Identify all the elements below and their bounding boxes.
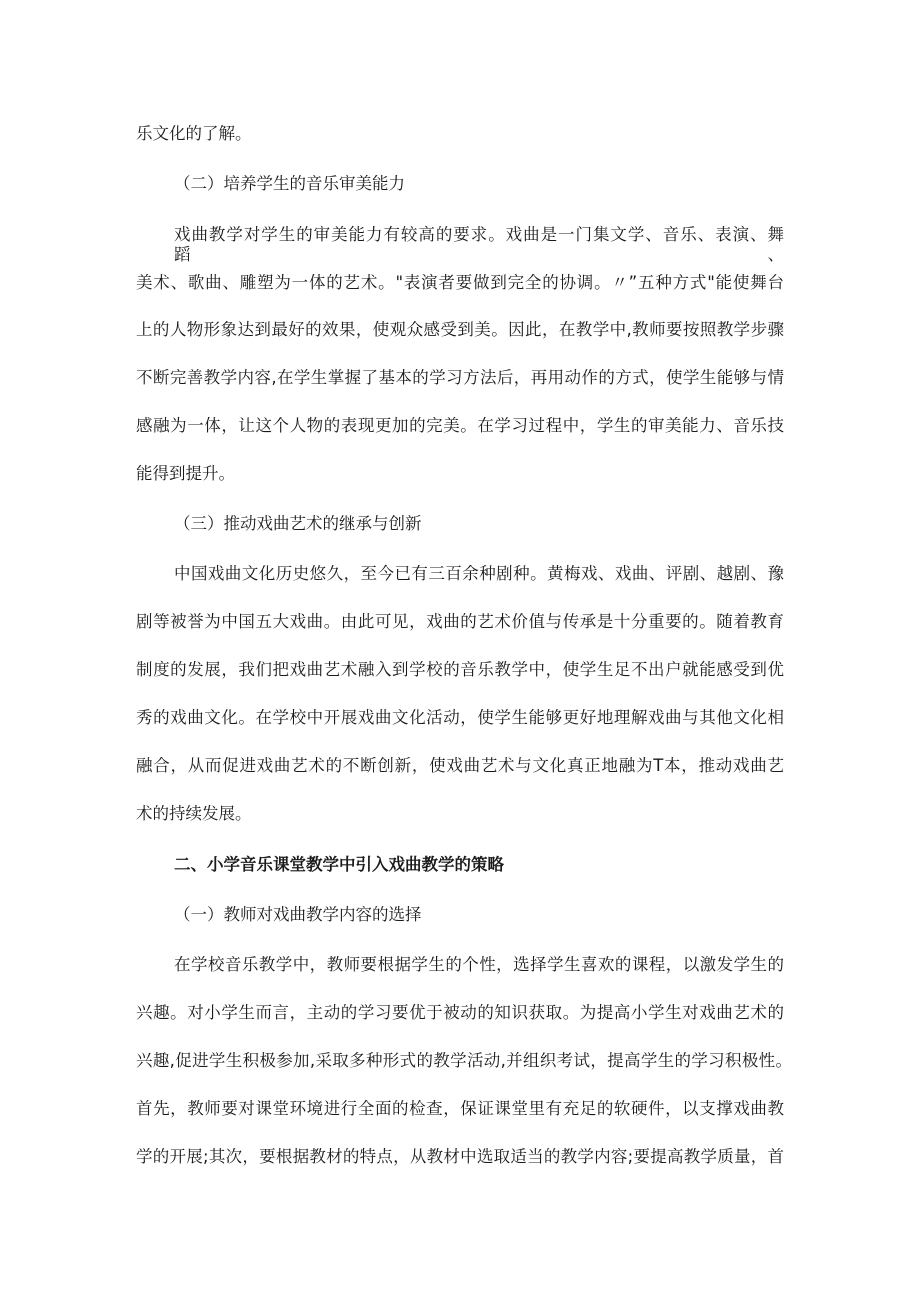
paragraph-line: 乐文化的了解。: [136, 124, 252, 143]
paragraph-line: 学的开展;其次，要根据教材的特点，从教材中选取适当的教学内容;要提高教学质量，首: [136, 1147, 784, 1166]
paragraph-line: 不断完善教学内容,在学生掌握了基本的学习方法后，再用动作的方式，使学生能够与情: [136, 368, 784, 387]
paragraph-line: 首先，教师要对课堂环境进行全面的检查，保证课堂里有充足的软硬件，以支撑戏曲教: [136, 1099, 784, 1118]
paragraph-line: 融合，从而促进戏曲艺术的不断创新，使戏曲艺术与文化真正地融为T本，推动戏曲艺: [136, 756, 784, 775]
paragraph-line: 兴趣。对小学生而言，主动的学习要优于被动的知识获取。为提高小学生对戏曲艺术的: [136, 1003, 784, 1022]
section-heading: （一）教师对戏曲教学内容的选择: [174, 905, 422, 924]
paragraph-line: 能得到提升。: [136, 464, 235, 483]
paragraph-line: 上的人物形象达到最好的效果，使观众感受到美。因此，在教学中,教师要按照教学步骤: [136, 320, 784, 339]
paragraph-line: 剧等被誉为中国五大戏曲。由此可见，戏曲的艺术价值与传承是十分重要的。随着教育: [136, 612, 784, 631]
paragraph-line: 秀的戏曲文化。在学校中开展戏曲文化活动，使学生能够更好地理解戏曲与其他文化相: [136, 708, 784, 727]
paragraph-line: 美术、歌曲、雕塑为一体的艺术。"表演者要做到完全的协调。〃”五种方式"能使舞台: [136, 273, 784, 292]
paragraph-line: 感融为一体，让这个人物的表现更加的完美。在学习过程中，学生的审美能力、音乐技: [136, 416, 784, 435]
paragraph-line: 在学校音乐教学中，教师要根据学生的个性，选择学生喜欢的课程，以激发学生的: [174, 955, 784, 974]
section-heading: （二）培养学生的音乐审美能力: [174, 174, 405, 193]
paragraph-line: 中国戏曲文化历史悠久，至今已有三百余种剧种。黄梅戏、戏曲、评剧、越剧、豫: [174, 564, 784, 583]
paragraph-line: 戏曲教学对学生的审美能力有较高的要求。戏曲是一门集文学、音乐、表演、舞蹈、: [174, 225, 784, 264]
section-heading: （三）推动戏曲艺术的继承与创新: [174, 514, 422, 533]
paragraph-line: 兴趣,促进学生积极参加,采取多种形式的教学活动,并组织考试，提高学生的学习积极性。: [136, 1051, 792, 1070]
paragraph-line: 制度的发展，我们把戏曲艺术融入到学校的音乐教学中，使学生足不出户就能感受到优: [136, 660, 784, 679]
chapter-heading: 二、小学音乐课堂教学中引入戏曲教学的策略: [174, 855, 504, 874]
paragraph-line: 术的持续发展。: [136, 804, 252, 823]
